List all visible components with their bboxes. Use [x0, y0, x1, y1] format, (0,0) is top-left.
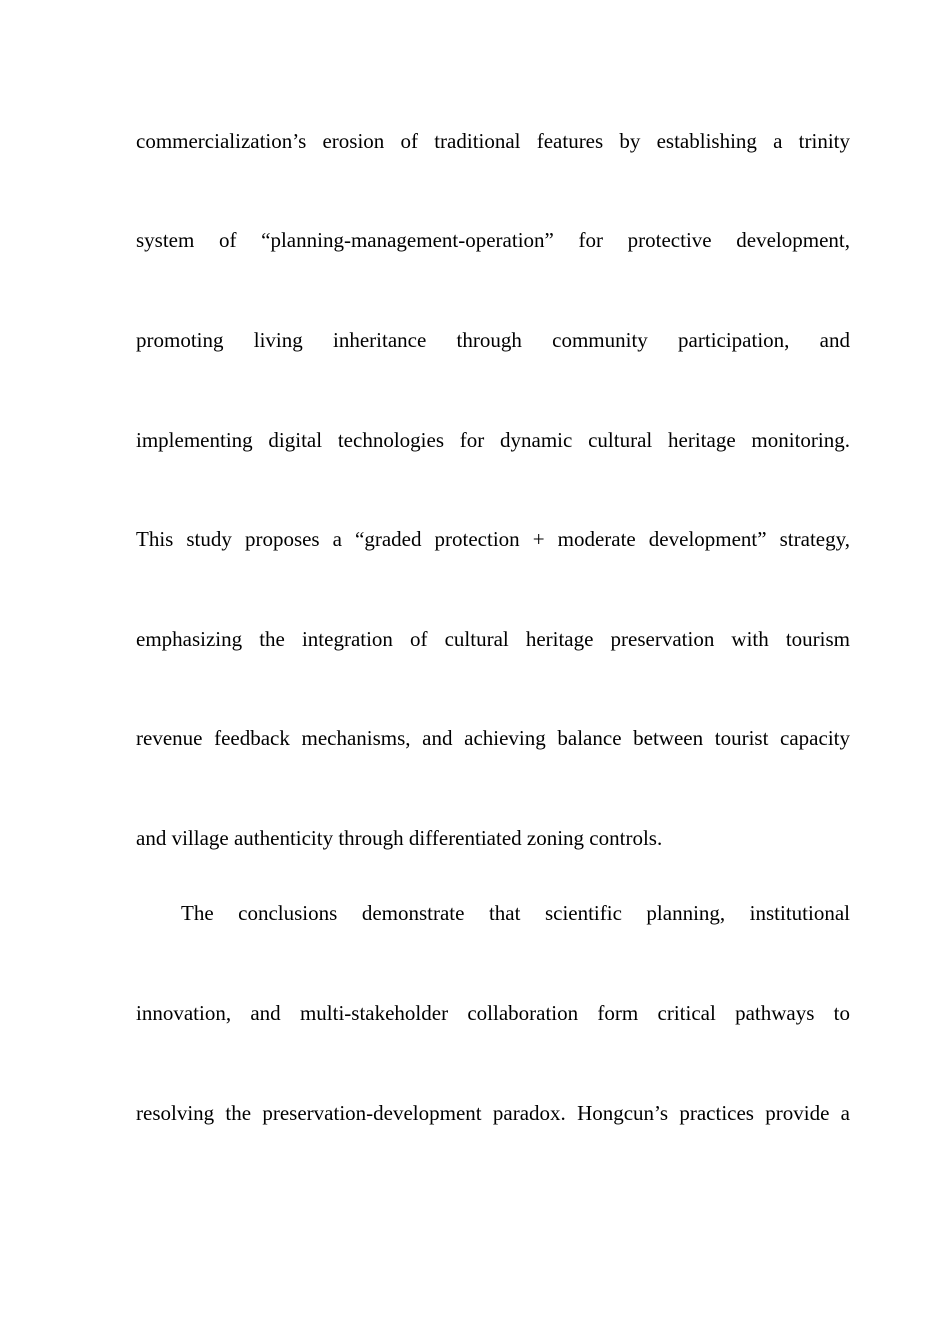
- paragraph-1-line-4: implementing digital technologies for dynamic cultural heritage monitoring.: [136, 428, 850, 452]
- paragraph-1-line-8: and village authenticity through differentiated zoning controls.: [136, 826, 663, 850]
- paragraph-1-line-5: This study proposes a “graded protection + moderate development” strategy,: [136, 527, 850, 551]
- paragraph-1-line-1: commercialization’s erosion of traditional features by establishing a trinity: [136, 129, 850, 153]
- paragraph-1-line-2: system of “planning-management-operation” for protective development,: [136, 228, 850, 252]
- paragraph-2-line-3: resolving the preservation-development paradox. Hongcun’s practices provide a: [136, 1101, 850, 1125]
- paragraph-2-line-1: The conclusions demonstrate that scientific planning, institutional: [181, 901, 850, 925]
- paragraph-1-line-3: promoting living inheritance through community participation, and: [136, 328, 850, 352]
- paragraph-1-line-7: revenue feedback mechanisms, and achieving balance between tourist capacity: [136, 726, 850, 750]
- paragraph-2-line-2: innovation, and multi-stakeholder collaboration form critical pathways to: [136, 1001, 850, 1025]
- paragraph-1-line-6: emphasizing the integration of cultural heritage preservation with tourism: [136, 627, 850, 651]
